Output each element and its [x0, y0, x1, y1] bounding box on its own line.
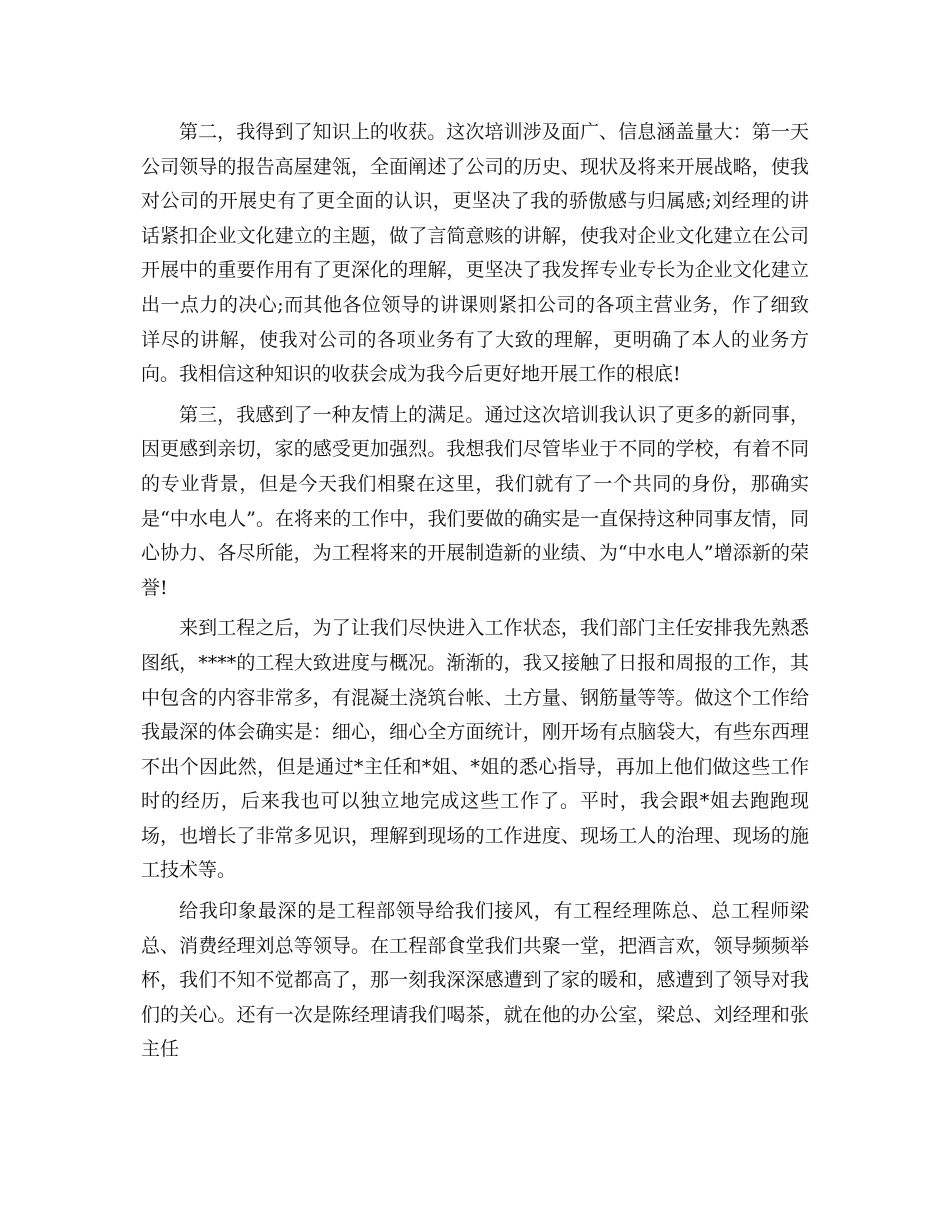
paragraph-project-work: 来到工程之后，为了让我们尽快进入工作状态，我们部门主任安排我先熟悉图纸，****的工程大致进度与概况。渐渐的，我又接触了日报和周报的工作，其中包含的内容非常多，有混凝土浇筑台帐、土方量、钢筋量等等。做这个工作给我最深的体会确实是：细心，细心全方面统计，刚开场有点脑袋大，有些东西理不出个因此然，但是通过*主任和*姐、*姐的悉心指导，再加上他们做这些工作时的经历，后来我也可以独立地完成这些工作了。平时，我会跟*姐去跑跑现场，也增长了非常多见识，理解到现场的工作进度、现场工人的治理、现场的施工技术等。 [141, 617, 809, 882]
paragraph-friendship: 第三，我感到了一种友情上的满足。通过这次培训我认识了更多的新同事，因更感到亲切，家的感受更加强烈。我想我们尽管毕业于不同的学校，有着不同的专业背景，但是今天我们相聚在这里，我们就有了一个共同的身份，那确实是“中水电人”。在将来的工作中，我们要做的确实是一直保持这种同事友情，同心协力、各尽所能，为工程将来的开展制造新的业绩、为“中水电人”增添新的荣誉! [141, 403, 809, 599]
document-body [141, 115, 809, 1073]
paragraph-welcome-dinner: 给我印象最深的是工程部领导给我们接风，有工程经理陈总、总工程师梁总、消费经理刘总等领导。在工程部食堂我们共聚一堂，把酒言欢，领导频频举杯，我们不知不觉都高了，那一刻我深深感遭到了家的暖和，感遭到了领导对我们的关心。还有一次是陈经理请我们喝茶，就在他的办公室，梁总、刘经理和张主任 [141, 900, 809, 1061]
paragraph-knowledge-gains: 第二，我得到了知识上的收获。这次培训涉及面广、信息涵盖量大：第一天公司领导的报告高屋建瓴，全面阐述了公司的历史、现状及将来开展战略，使我对公司的开展史有了更全面的认识，更坚决了我的骄傲感与归属感;刘经理的讲话紧扣企业文化建立的主题，做了言简意赅的讲解，使我对企业文化建立在公司开展中的重要作用有了更深化的理解，更坚决了我发挥专业专长为企业文化建立出一点力的决心;而其他各位领导的讲课则紧扣公司的各项主营业务，作了细致详尽的讲解，使我对公司的各项业务有了大致的理解，更明确了本人的业务方向。我相信这种知识的收获会成为我今后更好地开展工作的根底! [141, 121, 809, 386]
